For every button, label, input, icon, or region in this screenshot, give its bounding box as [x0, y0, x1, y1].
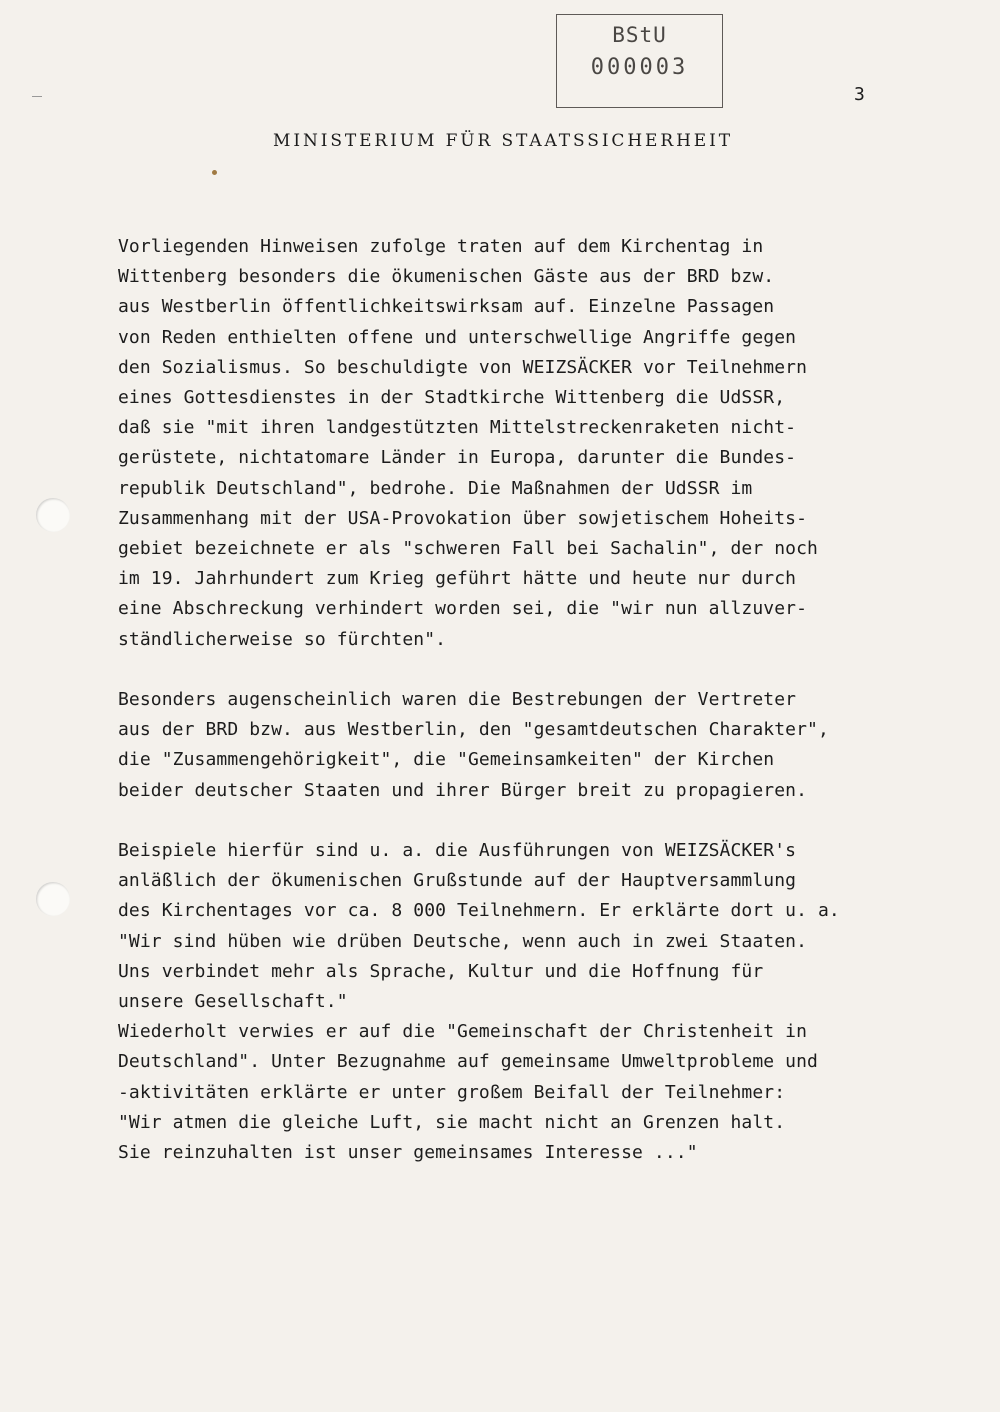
margin-mark — [32, 96, 42, 97]
text-line: -aktivitäten erklärte er unter großem Beifall der Teilnehmer: — [118, 1081, 786, 1103]
text-line: "Wir sind hüben wie drüben Deutsche, wenn auch in zwei Staaten. — [118, 930, 808, 952]
text-line: Besonders augenscheinlich waren die Bestrebungen der Vertreter — [118, 689, 797, 711]
body-text — [118, 232, 958, 1168]
text-line: gebiet bezeichnete er als "schweren Fall bei Sachalin", der noch — [118, 538, 818, 560]
text-line: Wittenberg besonders die ökumenischen Gäste aus der BRD bzw. — [118, 266, 775, 288]
agency-header: MINISTERIUM FÜR STAATSSICHERHEIT — [273, 131, 733, 151]
text-line: im 19. Jahrhundert zum Krieg geführt hätte und heute nur durch — [118, 568, 797, 590]
text-line: unsere Gesellschaft." — [118, 991, 348, 1013]
text-line: Uns verbindet mehr als Sprache, Kultur und die Hoffnung für — [118, 960, 764, 982]
text-line: von Reden enthielten offene und unterschwellige Angriffe gegen — [118, 326, 797, 348]
paragraph — [118, 685, 958, 806]
text-line: ständlicherweise so fürchten". — [118, 628, 447, 650]
text-line: Zusammenhang mit der USA-Provokation über sowjetischem Hoheits- — [118, 507, 808, 529]
punch-hole — [36, 498, 70, 532]
text-line: beider deutscher Staaten und ihrer Bürger breit zu propagieren. — [118, 779, 808, 801]
text-line: des Kirchentages vor ca. 8 000 Teilnehmern. Er erklärte dort u. a. — [118, 900, 840, 922]
text-line: aus der BRD bzw. aus Westberlin, den "gesamtdeutschen Charakter", — [118, 719, 829, 741]
text-line: Sie reinzuhalten ist unser gemeinsames Interesse ..." — [118, 1142, 698, 1164]
text-line: gerüstete, nichtatomare Länder in Europa, darunter die Bundes- — [118, 447, 797, 469]
text-line: anläßlich der ökumenischen Grußstunde auf der Hauptversammlung — [118, 870, 797, 892]
paragraph — [118, 232, 958, 655]
text-line: "Wir atmen die gleiche Luft, sie macht nicht an Grenzen halt. — [118, 1111, 786, 1133]
text-line: aus Westberlin öffentlichkeitswirksam auf. Einzelne Passagen — [118, 296, 775, 318]
text-line: Vorliegenden Hinweisen zufolge traten auf dem Kirchentag in — [118, 236, 764, 257]
text-line: den Sozialismus. So beschuldigte von WEIZSÄCKER vor Teilnehmern — [118, 356, 808, 378]
text-line: die "Zusammengehörigkeit", die "Gemeinsamkeiten" der Kirchen — [118, 749, 775, 771]
text-line: republik Deutschland", bedrohe. Die Maßnahmen der UdSSR im — [118, 477, 753, 499]
page-number: 3 — [854, 84, 865, 105]
text-line: eine Abschreckung verhindert worden sei, die "wir nun allzuver- — [118, 598, 808, 620]
paper-speck — [212, 170, 217, 175]
text-line: daß sie "mit ihren landgestützten Mittelstreckenraketen nicht- — [118, 417, 797, 439]
archive-stamp — [556, 14, 723, 108]
text-line: eines Gottesdienstes in der Stadtkirche Wittenberg die UdSSR, — [118, 387, 786, 409]
text-line: Deutschland". Unter Bezugnahme auf gemeinsame Umweltprobleme und — [118, 1051, 818, 1073]
text-line: Beispiele hierfür sind u. a. die Ausführungen von WEIZSÄCKER's — [118, 840, 797, 862]
stamp-page-code: 000003 — [590, 55, 689, 80]
stamp-archive-name: BStU — [612, 23, 667, 47]
text-line: Wiederholt verwies er auf die "Gemeinschaft der Christenheit in — [118, 1021, 808, 1043]
paragraph — [118, 836, 958, 1168]
punch-hole — [36, 882, 70, 916]
